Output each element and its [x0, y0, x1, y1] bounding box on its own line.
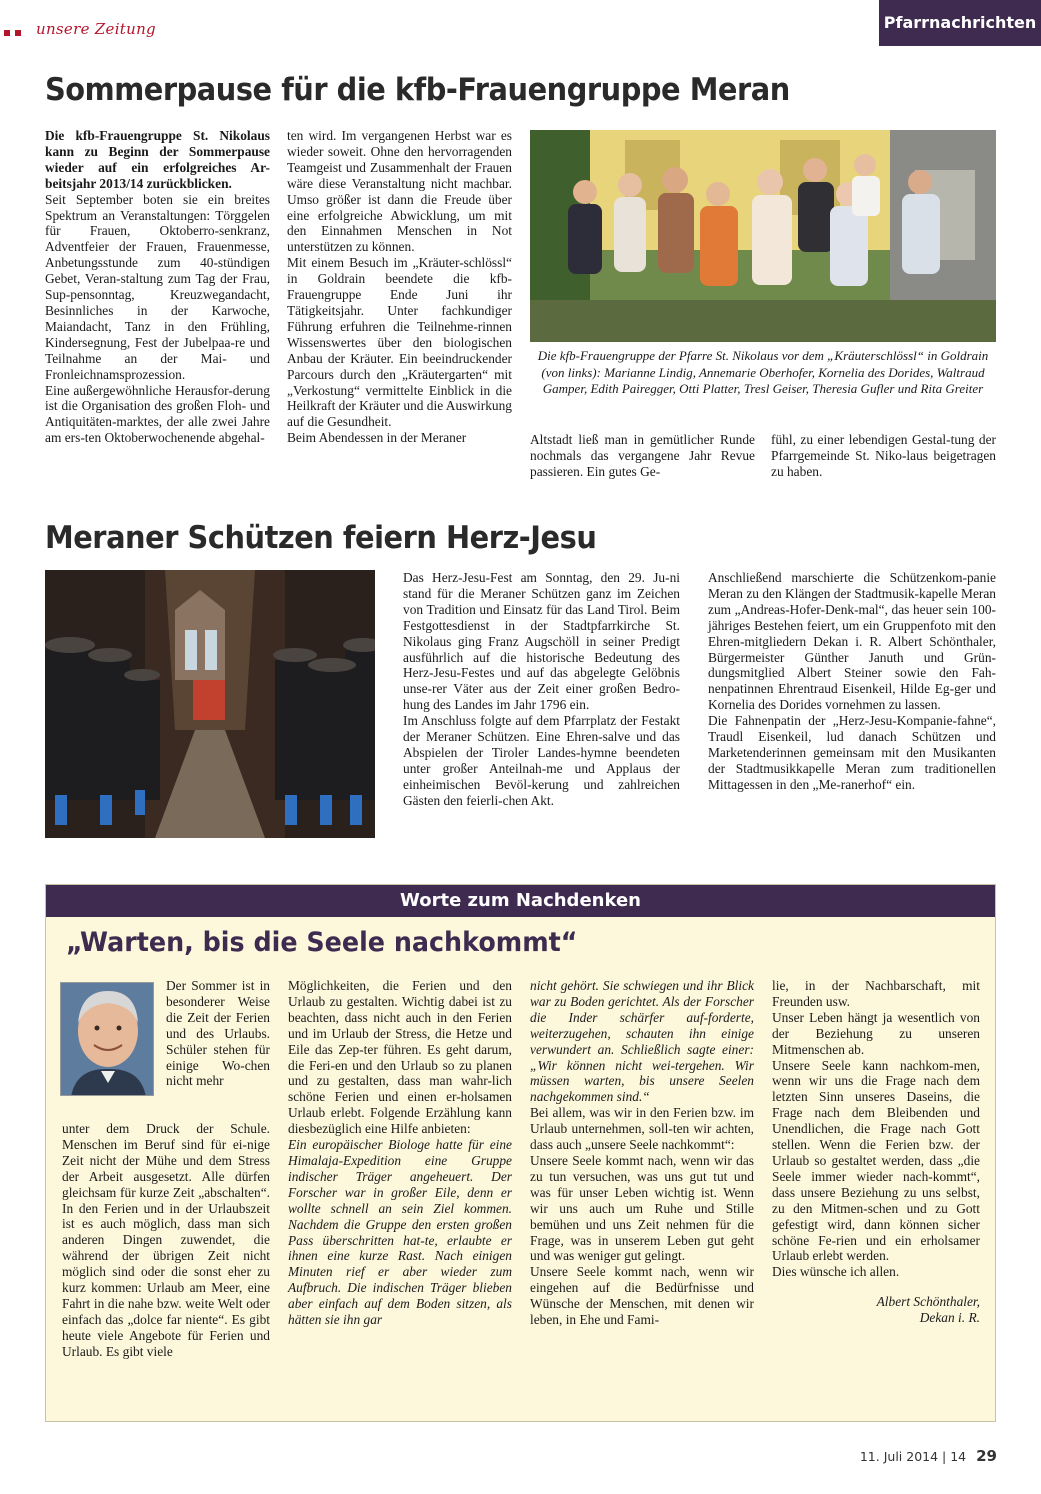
reflection-col1-p1: unter dem Druck der Schule. Menschen im Beruf sind für ei-nige Zeit nicht der Mühe und dem Stress der Arbeit ausgesetzt. Alle dürfen gleichsam für kurze Zeit „abschalten“. In den Ferien und in der Urlaubszeit ist es auch möglich, dass man sich anderen Dingen zuwendet, die während der übrigen Zeit nicht möglich sind oder die sonst eher zu kurz kommen: Urlaub am Meer, eine Fahrt in die nahe bzw. weite Welt oder einfach das „dolce far niente“. Es gibt heute viele Angebote für Ferien und Urlaub. Es gibt viele: [62, 1121, 270, 1359]
signature-title: Dekan i. R.: [919, 1310, 980, 1326]
article2-col1: [403, 570, 680, 809]
article1-col2: [287, 128, 512, 446]
reflection-col3-p4: Unsere Seele kommt nach, wenn wir eingehen auf die Bedürfnisse und Wünsche der Menschen, mit denen wir leben, in Ehe und Fami-: [530, 1264, 754, 1328]
article2-col2-p1: Anschließend marschierte die Schützenkom-panie Meran zu den Klängen der Stadtmusik-kapelle Meran zum „Andreas-Hofer-Denk-mal“, das heuer sein 100-jähriges Bestehen feiert, um ein Gruppenfoto mit den Ehren-mitgliedern Dekan i. R. Albert Schönthaler, Bürgermeister Günther Januth und Grün-dungsmitglied Albert Steiner sowie den Fah-nenpatinnen Ehrentraud Eisenkeil, Hilde Eg-ger und Kornelia des Dorides vornehmen zu lassen.: [708, 570, 996, 713]
article2-col2: [708, 570, 996, 793]
church-photo-image: [45, 570, 375, 838]
article2-col2-p2: Die Fahnenpatin der „Herz-Jesu-Kompanie-fahne“, Traudl Eisenkeil, lud danach Schützen und Marketenderinnen gemeinsam mit den Musikanten der Stadtmusikkapelle Meran zum traditionellen Mittagessen in den „Me-ranerhof“ ein.: [708, 713, 996, 792]
article1-col1-p1: Seit September boten sie ein breites Spektrum an Veranstaltungen: Törggelen für Frauen, Oktoberro-senkranz, Adventfeier der Frauen, Frauenmesse, Anbetungsstunde zum 40-stündigen Gebet, Veran-staltung zum Tag der Frau, Sup-pensonntag, Kreuzwegandacht, Besinnliches in der Karwoche, Maiandacht, Tanz in den Frühling, Kindersegnung, Fest der Jubelpaa-re und Teilnahme an der Mai- und Fronleichnamsprozession.: [45, 191, 270, 382]
article1-col1-p2: Eine außergewöhnliche Herausfor-derung ist die Organisation des großen Floh- und Antiquitäten-marktes, der alle zwei Jahre am ers-ten Oktoberwochenende abgehal-: [45, 382, 270, 446]
article1-col1: [45, 128, 270, 446]
article1-title: Sommerpause für die kfb-Frauengruppe Meran: [45, 72, 790, 108]
page-footer: [860, 1447, 997, 1465]
reflection-title: „Warten, bis die Seele nachkommt“: [66, 927, 578, 958]
reflection-col3: [530, 978, 754, 1328]
article1-col4-text: fühl, zu einer lebendigen Gestal-tung der Pfarrgemeinde St. Niko-laus beigetragen zu haben.: [771, 432, 996, 479]
article1-col3: [530, 432, 755, 480]
article1-lead: Die kfb-Frauengruppe St. Nikolaus kann zu Beginn der Sommerpause wieder auf ein erfolgreiches Ar-beitsjahr 2013/14 zurückblicken.: [45, 128, 270, 191]
article1-col2-p2: Mit einem Besuch im „Kräuter-schlössl“ in Goldrain beendete die kfb-Frauengruppe Ende Juni ihr Tätigkeitsjahr. Unter fachkundiger Führung erfuhren die Teilnehme-rinnen Wissenswertes über den biologischen Anbau der Kräuter. Ein beeindruckender Parcours durch den „Kräutergarten“ mit „Verkostung“ vermittelte Einblick in die Heilkraft der Kräuter und die Auswirkung auf die Gesundheit.: [287, 255, 512, 430]
signature-name: Albert Schönthaler,: [876, 1294, 980, 1310]
reflection-col4-p1: lie, in der Nachbarschaft, mit Freunden usw.: [772, 978, 980, 1009]
masthead-square-1: [4, 30, 10, 36]
issue-date: 11. Juli 2014 | 14: [859, 1449, 967, 1464]
reflection-col2: [288, 978, 512, 1328]
reflection-col3-p3: Unsere Seele kommt nach, wenn wir das zu tun versuchen, was uns gut tut und was für unser Leben wichtig ist. Wenn wir uns auch um Ruhe und Stille bemühen und uns Zeit nehmen für die Frage, was in unserem Leben gut geht und was weniger gut gelingt.: [530, 1152, 754, 1264]
article2-col1-p1: Das Herz-Jesu-Fest am Sonntag, den 29. Ju-ni stand für die Meraner Schützen ganz im Zeichen von Tradition und Einsatz für das Land Tirol. Beim Festgottesdienst in der Stadtpfarrkirche St. Nikolaus ging Franz Augschöll in seiner Predigt ausführlich auf die historische Bedeutung des Herz-Jesu-Festes und auf das abgelegte Gelöbnis unse-rer Väter aus der Zeit einer großen Bedro-hung des Landes im Jahr 1796 ein.: [403, 570, 680, 713]
reflection-box: [45, 884, 996, 1422]
reflection-col4-p2: Unser Leben hängt ja wesentlich von der Beziehung zu unseren Mitmenschen ab.: [772, 1009, 980, 1057]
article1-col3-text: Altstadt ließ man in gemütlicher Runde nochmals das vergangene Jahr Revue passieren. Ein gutes Ge-: [530, 432, 755, 479]
group-photo-image: [530, 130, 996, 342]
reflection-col1-beside: [166, 978, 270, 1089]
reflection-col1-beside-text: Der Sommer ist in besonderer Weise die Zeit der Ferien und des Urlaubs. Schüler stehen für einige Wo-chen nicht mehr: [166, 978, 270, 1089]
article1-col2-p3: Beim Abendessen in der Meraner: [287, 430, 467, 446]
section-tag: Pfarrnachrichten: [879, 0, 1041, 46]
masthead-logo: unsere Zeitung: [36, 20, 156, 38]
article1-col4: [771, 432, 996, 480]
group-photo-caption: Die kfb-Frauengruppe der Pfarre St. Nikolaus vor dem „Kräuterschlössl“ in Goldrain (von links): Marianne Lindig, Annemarie Oberhofer, Kornelia des Dorides, Waltraud Gamper, Edith Pairegger, Otti Platter, Tresl Geiser, Theresia Gufler und Rita Greiter: [537, 348, 989, 396]
reflection-bar: Worte zum Nachdenken: [46, 885, 995, 917]
article1-col2-p1: ten wird. Im vergangenen Herbst war es wieder soweit. Ohne den hervorragenden Teamgeist und Zusammenhalt der Frauen wäre diese Veranstaltung nicht machbar. Umso größer ist dann die Freude über eine erfolgreiche Abwicklung, um mit den Einnahmen Menschen in Not unterstützen zu können.: [287, 128, 512, 255]
reflection-col4-p4: Dies wünsche ich allen.: [772, 1264, 900, 1280]
article2-title: Meraner Schützen feiern Herz-Jesu: [45, 520, 597, 556]
reflection-col4: [772, 978, 980, 1326]
reflection-col4-p3: Unsere Seele kann nachkom-men, wenn wir uns die Frage nach dem letzten Sinn unseres Daseins, die Frage nach dem Bleibenden und Unendlichen, die Frage nach Gott stellen. Wenn die Ferien bzw. der Urlaub so gestaltet werden, dass „die Seele immer wieder nach-kommt“, dass unsere Beziehung zu uns selbst, zu den Mitmen-schen und zu Gott gefestigt wird, dann können sicher schöne Fe-rien und ein erholsamer Urlaub erlebt werden.: [772, 1057, 980, 1264]
page-number: 29: [976, 1447, 997, 1465]
group-photo: [530, 130, 996, 342]
portrait-photo: [60, 982, 154, 1096]
article2-col1-p2: Im Anschluss folgte auf dem Pfarrplatz der Festakt der Meraner Schützen. Eine Ehren-salve und das Abspielen der Tiroler Landes-hymne beendeten unter großer Anteilnah-me und Applaus der einheimischen Bevöl-kerung und zahlreichen Gästen den feierli-chen Akt.: [403, 713, 680, 808]
reflection-col3-p1: nicht gehört. Sie schwiegen und ihr Blick war zu Boden gerichtet. Als der Forscher die Inder schärfer auf-forderte, weiterzugehen, schauten ihn einige verwundert an. Schließlich sagte einer: „Wir können nicht wei-tergehen. Wir müssen warten, bis unsere Seelen nachgekommen sind.“: [530, 978, 754, 1105]
church-photo: [45, 570, 375, 838]
masthead-square-2: [15, 30, 21, 36]
portrait-photo-image: [61, 983, 154, 1096]
reflection-col3-p2: Bei allem, was wir in den Ferien bzw. im Urlaub unternehmen, soll-ten wir achten, dass auch „unsere Seele nachkommt“:: [530, 1105, 754, 1153]
reflection-col2-p2: Ein europäischer Biologe hatte für eine Himalaja-Expedition eine Gruppe indischer Träger angeheuert. Der Forscher war in großer Eile, denn er wollte schnell an sein Ziel kommen. Nachdem die Gruppe den ersten großen Pass überschritten hat-te, erlaubte er ihnen eine kurze Rast. Nach einigen Minuten rief er aber wieder zum Aufbruch. Die indischen Träger blieben aber einfach auf dem Boden sitzen, als hätten sie ihn gar: [288, 1137, 512, 1328]
reflection-col1: [62, 1121, 270, 1360]
reflection-col2-p1: Möglichkeiten, die Ferien und den Urlaub zu gestalten. Wichtig dabei ist zu beachten, dass nicht auch in den Ferien und im Urlaub der Stress, die Hetze und Eile das Zep-ter führen. Es geht darum, die Feri-en und den Urlaub so zu planen und zu gestalten, dass man wahr-lich schöne Ferien und einen er-holsamen Urlaub erlebt. Folgende Erzählung kann diesbezüglich eine Hilfe anbieten:: [288, 978, 512, 1137]
